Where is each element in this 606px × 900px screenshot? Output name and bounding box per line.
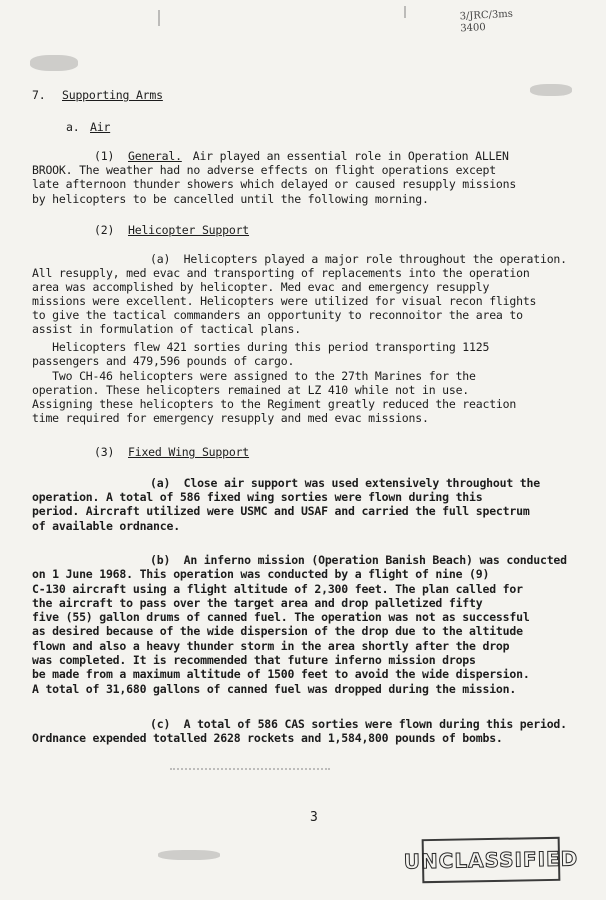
para1-line: Air played an essential role in Operation ALLEN (186, 149, 509, 163)
para2-line: All resupply, med evac and transporting of replacements into the operation (32, 266, 530, 280)
para2-line: operation. These helicopters remained at LZ 410 while not in use. (32, 383, 470, 397)
para2-line: Helicopters flew 421 sorties during this period transporting 1125 (32, 340, 490, 354)
para3a-line: period. Aircraft utilized were USMC and USAF and carried the full spectrum (32, 504, 530, 518)
para3-title: Fixed Wing Support (128, 445, 250, 459)
hole-punch-mark-left (158, 10, 160, 26)
unclassified-stamp: UNCLASSIFIED (422, 837, 561, 883)
para2-line: time required for emergency resupply and med evac missions. (32, 411, 429, 425)
redaction-smudge-bottom (158, 850, 220, 860)
para3b-line: on 1 June 1968. This operation was conducted by a flight of nine (9) (32, 567, 490, 581)
para3a-line: of available ordnance. (32, 519, 180, 533)
para2-number: (2) (94, 223, 115, 237)
para3c-line: Ordnance expended totalled 2628 rockets and 1,584,800 pounds of bombs. (32, 731, 503, 745)
page-number: 3 (310, 810, 318, 825)
para3b-line: be made from a maximum altitude of 1500 feet to avoid the wide dispersion. (32, 667, 530, 681)
para3a-line: (a) Close air support was used extensively throughout the (150, 476, 540, 490)
para3b-line: was completed. It is recommended that future inferno mission drops (32, 653, 476, 667)
section-title: Supporting Arms (62, 88, 163, 102)
para3b-line: flown and also a heavy thunder storm in the area shortly after the drop (32, 639, 510, 653)
document-reference (459, 9, 513, 36)
para3b-line: as desired because of the wide dispersion of the drop due to the altitude (32, 624, 523, 638)
para2-line: missions were excellent. Helicopters were utilized for visual recon flights (32, 294, 537, 308)
para1-line: BROOK. The weather had no adverse effects on flight operations except (32, 163, 496, 177)
redaction-smudge-right (530, 84, 572, 96)
para2-line: area was accomplished by helicopter. Med evac and emergency resupply (32, 280, 490, 294)
para2-line: assist in formulation of tactical plans. (32, 322, 301, 336)
subsection-title: Air (90, 120, 111, 134)
para3c-line: (c) A total of 586 CAS sorties were flown during this period. (150, 717, 567, 731)
para1-line: by helicopters to be cancelled until the following morning. (32, 192, 429, 206)
scan-noise-line (170, 768, 330, 770)
para3a-line: operation. A total of 586 fixed wing sorties were flown during this (32, 490, 483, 504)
para3-number: (3) (94, 445, 115, 459)
para3b-line: five (55) gallon drums of canned fuel. The operation was not as successful (32, 610, 530, 624)
para1-title: General. (128, 149, 182, 163)
reference-line-1: 3/JRC/3ms (459, 8, 514, 23)
para3b-line: (b) An inferno mission (Operation Banish Beach) was conducted (150, 553, 567, 567)
subsection-label: a. (66, 120, 80, 134)
para1-number: (1) (94, 149, 115, 163)
para1-line: late afternoon thunder showers which delayed or caused resupply missions (32, 177, 517, 191)
para2-line: Assigning these helicopters to the Regiment greatly reduced the reaction (32, 397, 517, 411)
para2-line: passengers and 479,596 pounds of cargo. (32, 354, 295, 368)
para3b-line: the aircraft to pass over the target area and drop palletized fifty (32, 596, 483, 610)
para2-line: to give the tactical commanders an opportunity to reconnoitor the area to (32, 308, 523, 322)
para3b-line: A total of 31,680 gallons of canned fuel was dropped during the mission. (32, 682, 517, 696)
para3b-line: C-130 aircraft using a flight altitude of 2,300 feet. The plan called for (32, 582, 523, 596)
section-number: 7. (32, 88, 46, 102)
hole-punch-mark-right (404, 6, 406, 18)
para2-title: Helicopter Support (128, 223, 250, 237)
reference-line-2: 3400 (460, 22, 487, 35)
redaction-smudge-top (30, 55, 78, 71)
para2-line: Two CH-46 helicopters were assigned to the 27th Marines for the (32, 369, 476, 383)
para2-line: (a) Helicopters played a major role throughout the operation. (150, 252, 567, 266)
